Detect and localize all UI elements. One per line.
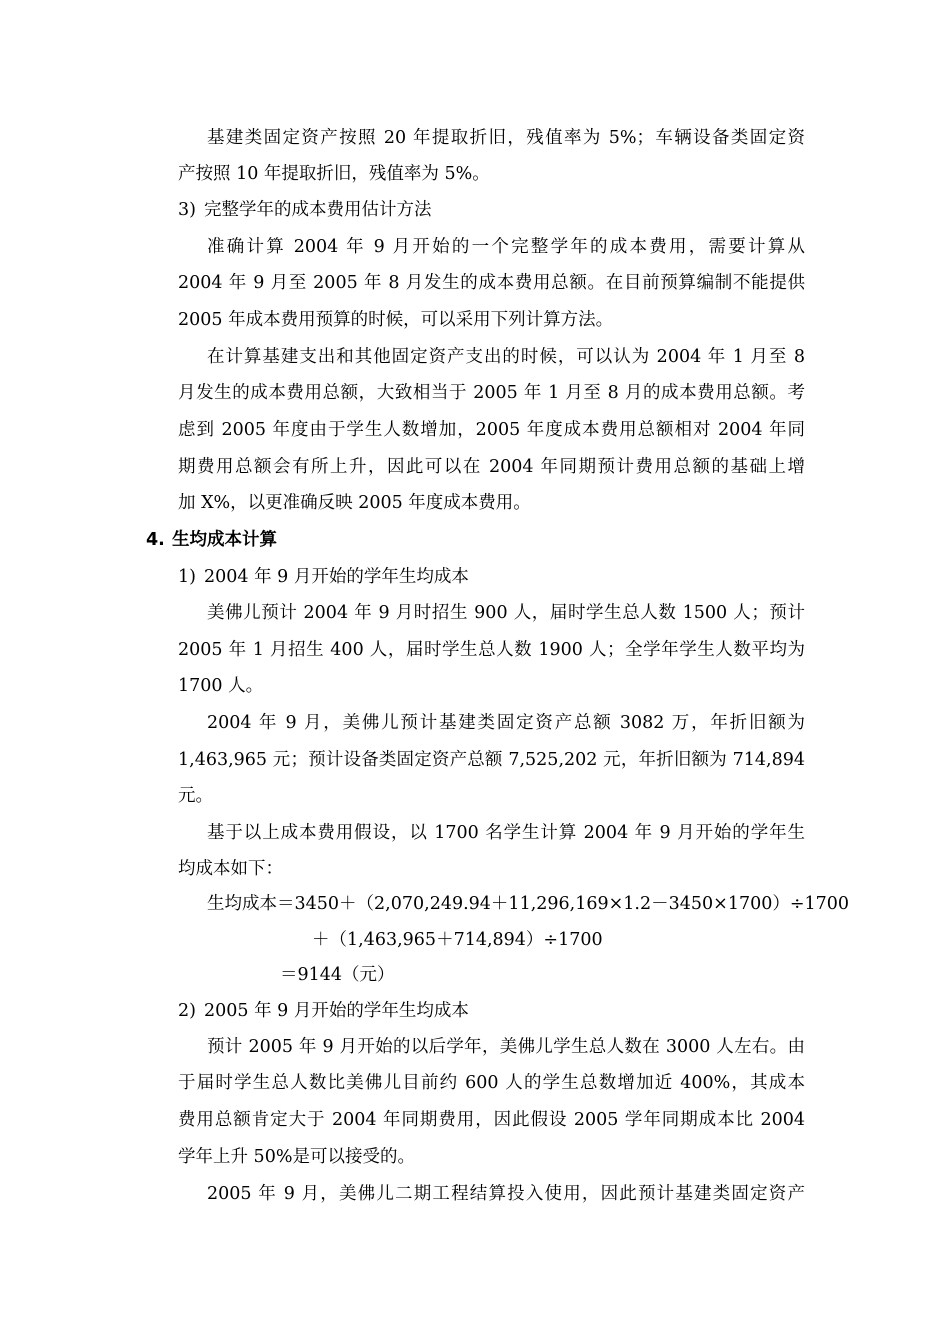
paragraph-line: 虑到 2005 年度由于学生人数增加，2005 年度成本费用总额相对 2004 年同 <box>178 420 805 440</box>
list-item-1 <box>178 565 469 589</box>
section-number: 4. <box>146 530 165 550</box>
paragraph-line: 在计算基建支出和其他固定资产支出的时候，可以认为 2004 年 1 月至 8 <box>207 347 805 367</box>
section-title: 生均成本计算 <box>172 530 277 550</box>
paragraph-line: 2004 年 9 月，美佛儿预计基建类固定资产总额 3082 万，年折旧额为 <box>207 713 805 733</box>
paragraph-line: 元。 <box>178 786 213 806</box>
paragraph-line: 月发生的成本费用总额，大致相当于 2005 年 1 月至 8 月的成本费用总额。考 <box>178 383 805 403</box>
section-heading <box>146 528 277 552</box>
paragraph-line: 均成本如下： <box>178 859 283 879</box>
list-item-2 <box>178 999 469 1023</box>
paragraph-line: 2005 年 9 月，美佛儿二期工程结算投入使用，因此预计基建类固定资产 <box>207 1184 805 1204</box>
paragraph-line: 期费用总额会有所上升，因此可以在 2004 年同期预计费用总额的基础上增 <box>178 457 805 477</box>
list-label: 2005 年 9 月开始的学年生均成本 <box>204 1001 469 1021</box>
paragraph-line: 基于以上成本费用假设，以 1700 名学生计算 2004 年 9 月开始的学年生 <box>207 823 805 843</box>
paragraph-line: 产按照 10 年提取折旧，残值率为 5%。 <box>178 164 490 184</box>
paragraph-line: 基建类固定资产按照 20 年提取折旧，残值率为 5%；车辆设备类固定资 <box>207 128 805 148</box>
formula-line: ＝9144（元） <box>280 965 395 985</box>
list-number: 2) <box>178 1001 196 1021</box>
paragraph-line: 1700 人。 <box>178 676 264 696</box>
paragraph-line: 2005 年 1 月招生 400 人，届时学生总人数 1900 人；全学年学生人数平均为 <box>178 640 805 660</box>
paragraph-line: 1,463,965 元；预计设备类固定资产总额 7,525,202 元，年折旧额为 714,894 <box>178 750 805 770</box>
paragraph-line: 准确计算 2004 年 9 月开始的一个完整学年的成本费用，需要计算从 <box>207 237 805 257</box>
paragraph-line: 美佛儿预计 2004 年 9 月时招生 900 人，届时学生总人数 1500 人；预计 <box>207 603 805 623</box>
list-item-3 <box>178 198 432 222</box>
paragraph-line: 2004 年 9 月至 2005 年 8 月发生的成本费用总额。在目前预算编制不能提供 <box>178 273 805 293</box>
formula-line: ＋（1,463,965＋714,894）÷1700 <box>312 930 603 950</box>
list-number: 1) <box>178 567 196 587</box>
paragraph-line: 于届时学生总人数比美佛儿目前约 600 人的学生总数增加近 400%，其成本 <box>178 1073 805 1093</box>
list-number: 3) <box>178 200 196 220</box>
paragraph-line: 预计 2005 年 9 月开始的以后学年，美佛儿学生总人数在 3000 人左右。由 <box>207 1037 805 1057</box>
list-label: 完整学年的成本费用估计方法 <box>204 200 432 220</box>
paragraph-line: 2005 年成本费用预算的时候，可以采用下列计算方法。 <box>178 310 614 330</box>
list-label: 2004 年 9 月开始的学年生均成本 <box>204 567 469 587</box>
paragraph-line: 加 X%，以更准确反映 2005 年度成本费用。 <box>178 493 531 513</box>
formula-line: 生均成本＝3450＋（2,070,249.94＋11,296,169×1.2－3450×1700）÷1700 <box>207 894 850 914</box>
paragraph-line: 学年上升 50%是可以接受的。 <box>178 1147 415 1167</box>
paragraph-line: 费用总额肯定大于 2004 年同期费用，因此假设 2005 学年同期成本比 2004 <box>178 1110 805 1130</box>
